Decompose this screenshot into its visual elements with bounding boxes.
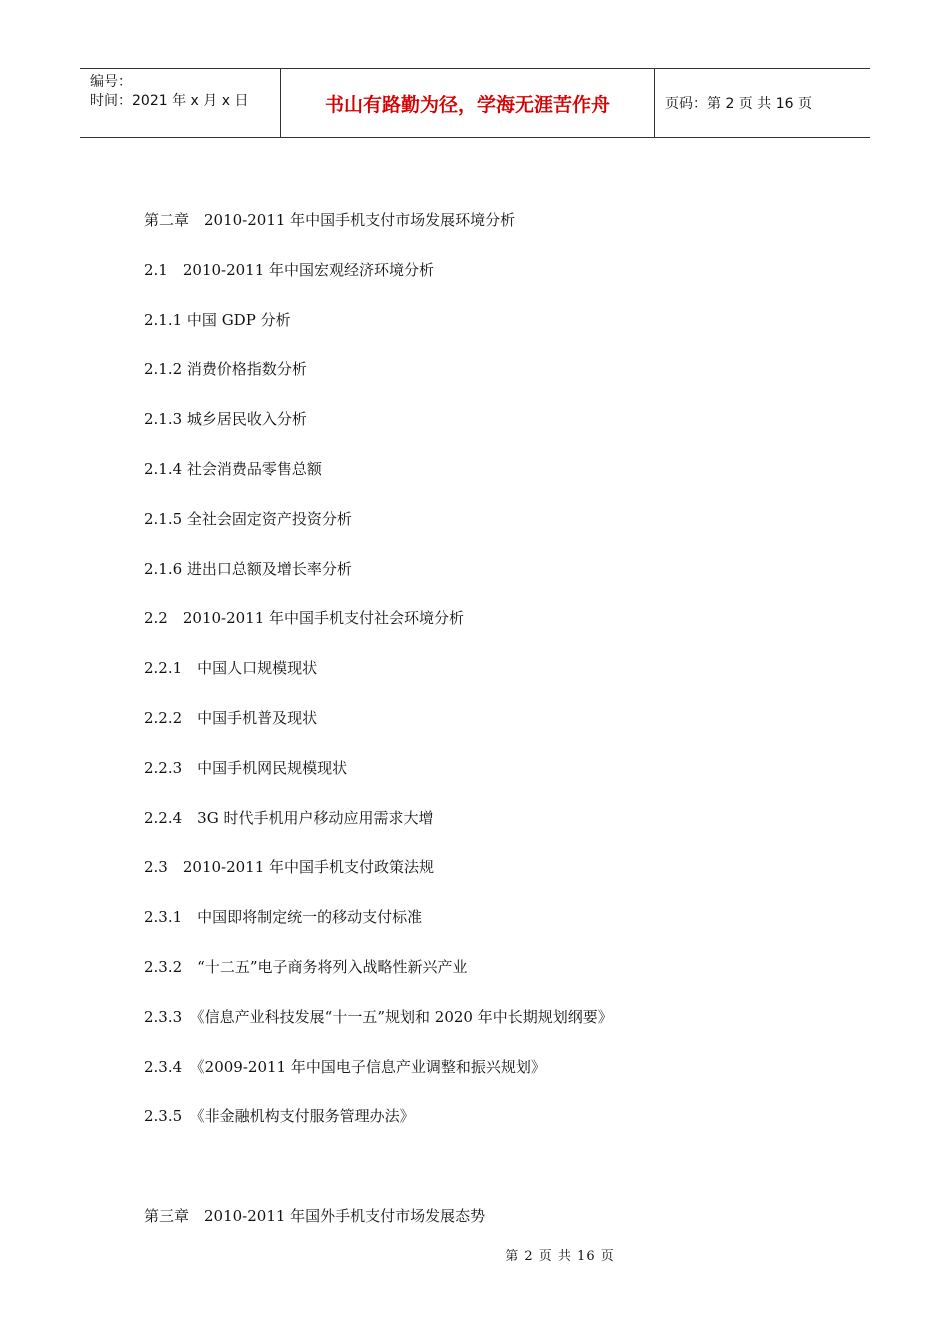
- toc-subsection: 2.2.4 3G 时代手机用户移动应用需求大增: [144, 808, 434, 827]
- toc-subsection: 2.2.1 中国人口规模现状: [144, 659, 318, 678]
- toc-section: 2.1 2010-2011 年中国宏观经济环境分析: [144, 260, 435, 279]
- document-time-label: 时间：2021 年 x 月 x 日: [90, 93, 249, 109]
- toc-section: 2.2 2010-2011 年中国手机支付社会环境分析: [144, 609, 465, 628]
- toc-chapter-heading: 第三章 2010-2011 年国外手机支付市场发展态势: [144, 1206, 486, 1225]
- toc-subsection: 2.3.3 《信息产业科技发展“十一五”规划和 2020 年中长期规划纲要》: [144, 1007, 613, 1026]
- toc-chapter-heading: 第二章 2010-2011 年中国手机支付市场发展环境分析: [144, 211, 516, 229]
- header-motto: 书山有路勤为径，学海无涯苦作舟: [281, 69, 655, 137]
- toc-spacer: [144, 1152, 844, 1202]
- header-meta: [80, 69, 281, 137]
- toc-subsection: 2.1.4 社会消费品零售总额: [144, 459, 322, 478]
- page-header: [80, 68, 870, 138]
- document-number-label: 编号：: [90, 74, 132, 90]
- toc-subsection: 2.2.3 中国手机网民规模现状: [144, 758, 348, 777]
- toc-subsection: 2.1.6 进出口总额及增长率分析: [144, 559, 352, 578]
- toc-subsection: 2.3.4 《2009-2011 年中国电子信息产业调整和振兴规划》: [144, 1057, 546, 1076]
- toc-subsection: 2.1.5 全社会固定资产投资分析: [144, 509, 352, 528]
- toc-subsection: 2.1.3 城乡居民收入分析: [144, 410, 307, 429]
- toc-subsection: 2.3.2 “十二五”电子商务将列入战略性新兴产业: [144, 957, 468, 976]
- toc-subsection: 2.1.1 中国 GDP 分析: [144, 310, 291, 329]
- page-footer: 第 2 页 共 16 页: [505, 1249, 615, 1264]
- toc-subsection: 2.3.1 中国即将制定统一的移动支付标准: [144, 908, 423, 927]
- toc-subsection: 2.3.5 《非金融机构支付服务管理办法》: [144, 1107, 415, 1126]
- toc-subsection: 2.1.2 消费价格指数分析: [144, 360, 307, 379]
- header-page-info: 页码：第 2 页 共 16 页: [665, 96, 812, 112]
- toc-subsection: 2.2.2 中国手机普及现状: [144, 708, 318, 727]
- table-of-contents: [144, 206, 844, 1252]
- toc-section: 2.3 2010-2011 年中国手机支付政策法规: [144, 858, 435, 877]
